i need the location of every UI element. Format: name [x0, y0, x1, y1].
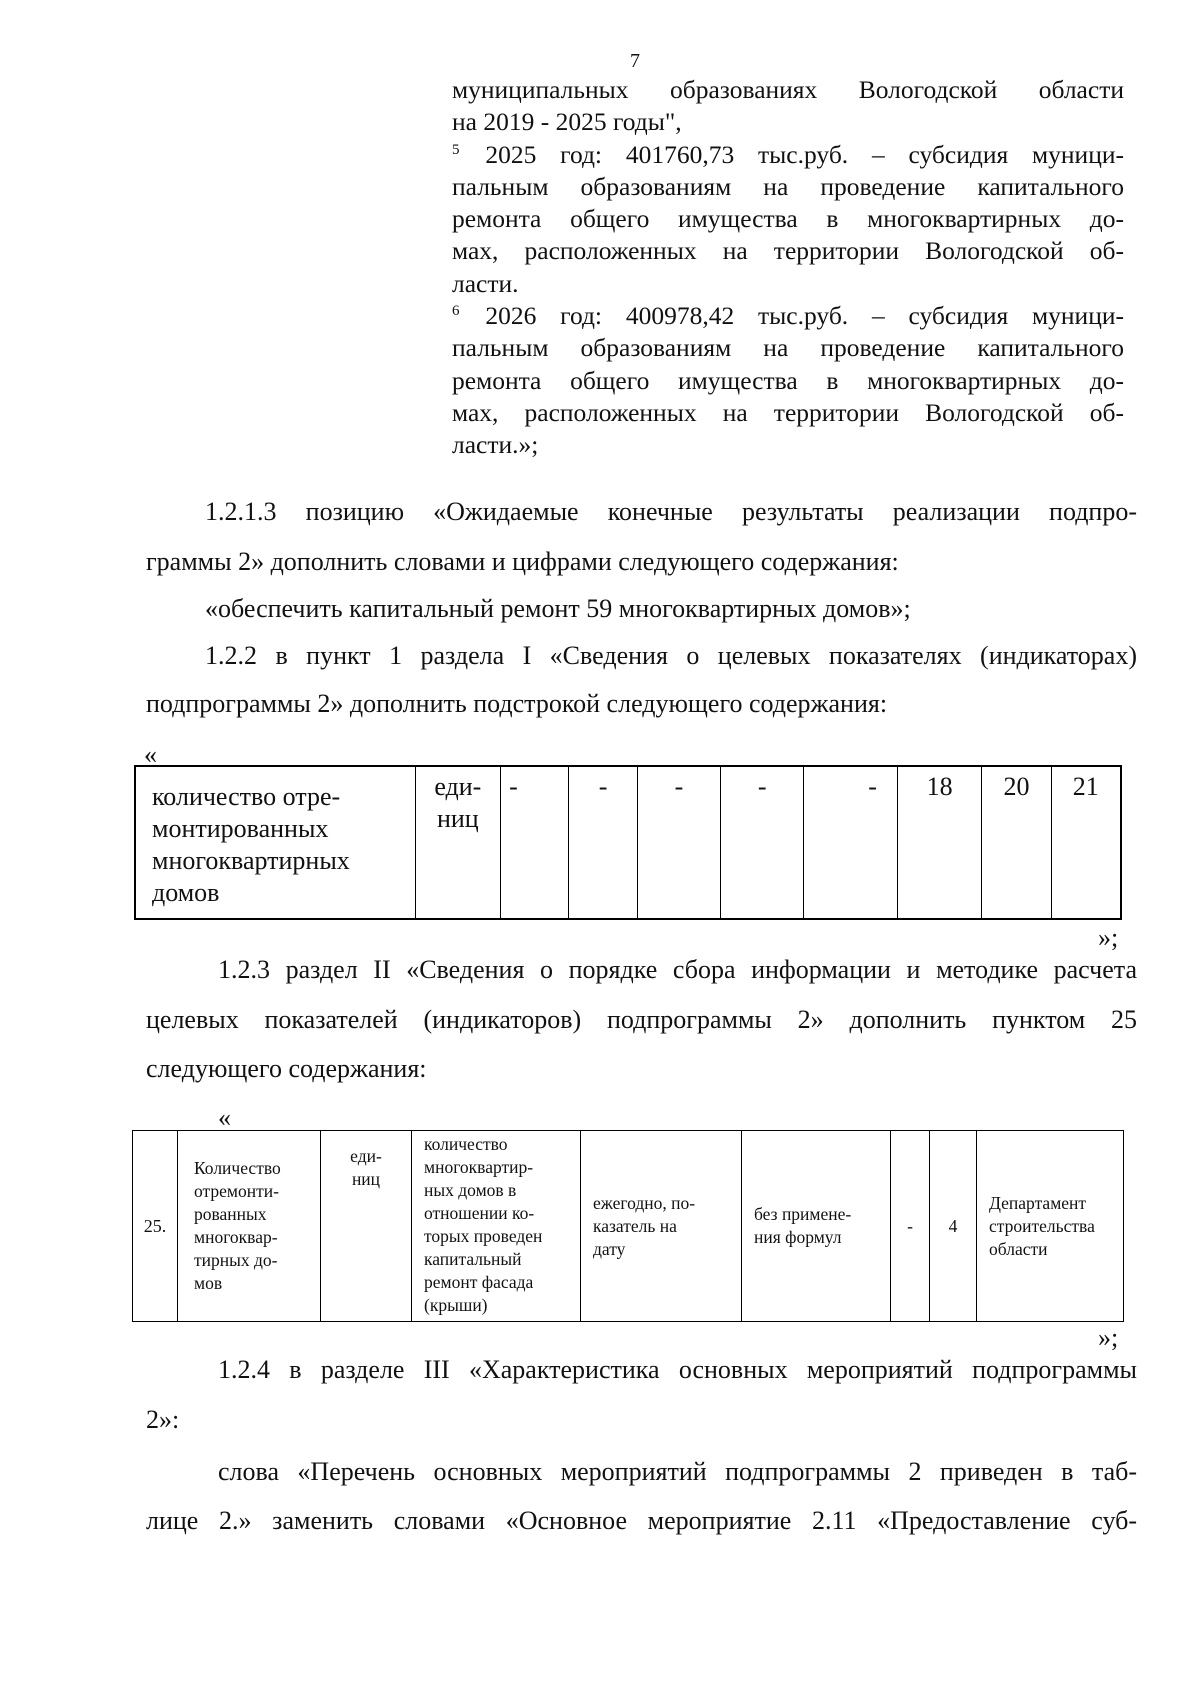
table-cell-value: 4 [930, 1131, 977, 1322]
methodology-table [132, 1130, 1124, 1322]
paragraph-123-line1: 1.2.3 раздел II «Сведения о порядке сбора информации и методике расчета [218, 955, 1137, 984]
table-cell-unit [415, 766, 501, 919]
footnote-5-first-line [452, 139, 1124, 171]
paragraph-123-line2: целевых показателей (индикаторов) подпрограммы 2» дополнить пунктом 25 [146, 1005, 1137, 1034]
footnote-line: мах, расположенных на территории Вологодской об- [452, 397, 1124, 427]
cell-text-line: дату [593, 1238, 626, 1259]
paragraph-124-line2: 2»: [146, 1405, 180, 1434]
indicator-table [134, 765, 1122, 920]
table-cell-value: 20 [982, 766, 1051, 919]
cell-text-line: ных домов в [424, 1180, 517, 1200]
cell-text-line: мов [194, 1273, 223, 1293]
paragraph-1213-line2: граммы 2» дополнить словами и цифрами следующего содержания: [146, 547, 899, 576]
cell-text-line: количество [424, 1134, 508, 1154]
footnote-line: ремонта общего имущества в многоквартирных до- [452, 204, 1124, 234]
table-cell-department [977, 1131, 1124, 1322]
table-cell-periodicity [581, 1131, 742, 1322]
footnote-line: ласти. [452, 268, 519, 298]
table-cell-indicator-name [135, 766, 415, 919]
table-row [135, 766, 1121, 919]
cell-text-line: ремонт фасада [424, 1272, 534, 1292]
quote-open-mark: « [144, 740, 157, 769]
quote-close-mark: »; [1098, 1323, 1119, 1352]
footnote-line: ремонта общего имущества в многоквартирных до- [452, 365, 1124, 395]
paragraph-words-line1: слова «Перечень основных мероприятий подпрограммы 2 приведен в таб- [218, 1457, 1137, 1486]
cell-text-line: строительства [989, 1215, 1095, 1236]
cell-text-line: ежегодно, по- [593, 1192, 696, 1213]
table-cell-value: 21 [1051, 766, 1121, 919]
cell-text-line: количество отре- [152, 782, 341, 811]
cell-text-line: Количество [194, 1158, 281, 1178]
footnote-line: пальным образованиям на проведение капитального [452, 333, 1124, 363]
table-cell-value: - [637, 766, 720, 919]
cell-text-line: рованных [194, 1204, 267, 1224]
table-cell-value: - [804, 766, 897, 919]
cell-text-line: многоквартирных [152, 846, 350, 875]
footnote-5-mark: 5 [452, 141, 460, 158]
table-cell-indicator [178, 1131, 321, 1322]
table-cell-value: - [501, 766, 569, 919]
table-cell-value: 18 [897, 766, 981, 919]
paragraph-1213-line3: «обеспечить капитальный ремонт 59 многоквартирных домов»; [205, 594, 911, 623]
cell-text-line: торых проведен [424, 1226, 543, 1246]
quote-close-mark: »; [1098, 923, 1119, 952]
footnote-line: мах, расположенных на территории Вологодской об- [452, 236, 1124, 266]
table-cell-dash: - [891, 1131, 930, 1322]
cell-text-line: ниц [351, 1169, 381, 1189]
page-number: 7 [630, 50, 640, 72]
cell-text-line: монтированных [152, 814, 329, 843]
table-cell-unit [321, 1131, 412, 1322]
footnote-5-text: 2025 год: 401760,73 тыс.руб. – субсидия муници- [485, 139, 1124, 169]
paragraph-1213-line1: 1.2.1.3 позицию «Ожидаемые конечные результаты реализации подпро- [205, 497, 1137, 526]
cell-text-line: ния формул [754, 1227, 842, 1247]
footnote-6-first-line [452, 300, 1124, 332]
cell-text-line: многоквартир- [424, 1157, 534, 1177]
paragraph-124-line1: 1.2.4 в разделе III «Характеристика основных мероприятий подпрограммы [218, 1355, 1137, 1384]
footnotes-block [452, 74, 1124, 462]
paragraph-words-line2: лице 2.» заменить словами «Основное мероприятие 2.11 «Предоставление суб- [146, 1506, 1137, 1535]
cell-text-line: тирных до- [194, 1250, 278, 1270]
table-cell-value: - [569, 766, 637, 919]
cell-text-line: области [989, 1238, 1048, 1259]
table-cell-formula [742, 1131, 891, 1322]
footnote-6-text: 2026 год: 400978,42 тыс.руб. – субсидия муници- [485, 301, 1124, 331]
cell-text-line: (крыши) [424, 1295, 488, 1315]
cell-text-line: многоквар- [194, 1227, 278, 1247]
paragraph-123-line3: следующего содержания: [146, 1054, 427, 1083]
cell-text-line: ниц [436, 804, 479, 833]
cell-text-line: казатель на [593, 1215, 677, 1236]
table-cell-definition [412, 1131, 581, 1322]
table-row [133, 1131, 1124, 1322]
footnote-line: муниципальных образованиях Вологодской области [452, 75, 1124, 104]
paragraph-122-line2: подпрограммы 2» дополнить подстрокой следующего содержания: [146, 689, 888, 718]
cell-text-line: домов [152, 878, 220, 907]
footnote-line: на 2019 - 2025 годы", [452, 107, 682, 137]
footnote-line: ласти.»; [452, 430, 539, 460]
cell-text-line: отношении ко- [424, 1203, 535, 1223]
footnote-6-mark: 6 [452, 303, 460, 320]
table-cell-value: - [721, 766, 804, 919]
cell-text-line: еди- [434, 772, 482, 801]
cell-text-line: капитальный [424, 1249, 522, 1269]
cell-text-line: еди- [350, 1146, 382, 1166]
cell-text-line: отремонти- [194, 1181, 279, 1201]
table-cell-number: 25. [133, 1131, 178, 1322]
paragraph-122-line1: 1.2.2 в пункт 1 раздела I «Сведения о целевых показателях (индикаторах) [205, 641, 1137, 670]
quote-open-mark: « [218, 1103, 231, 1132]
cell-text-line: без примене- [754, 1204, 852, 1224]
footnote-line: пальным образованиям на проведение капитального [452, 171, 1124, 201]
cell-text-line: Департамент [989, 1192, 1087, 1213]
